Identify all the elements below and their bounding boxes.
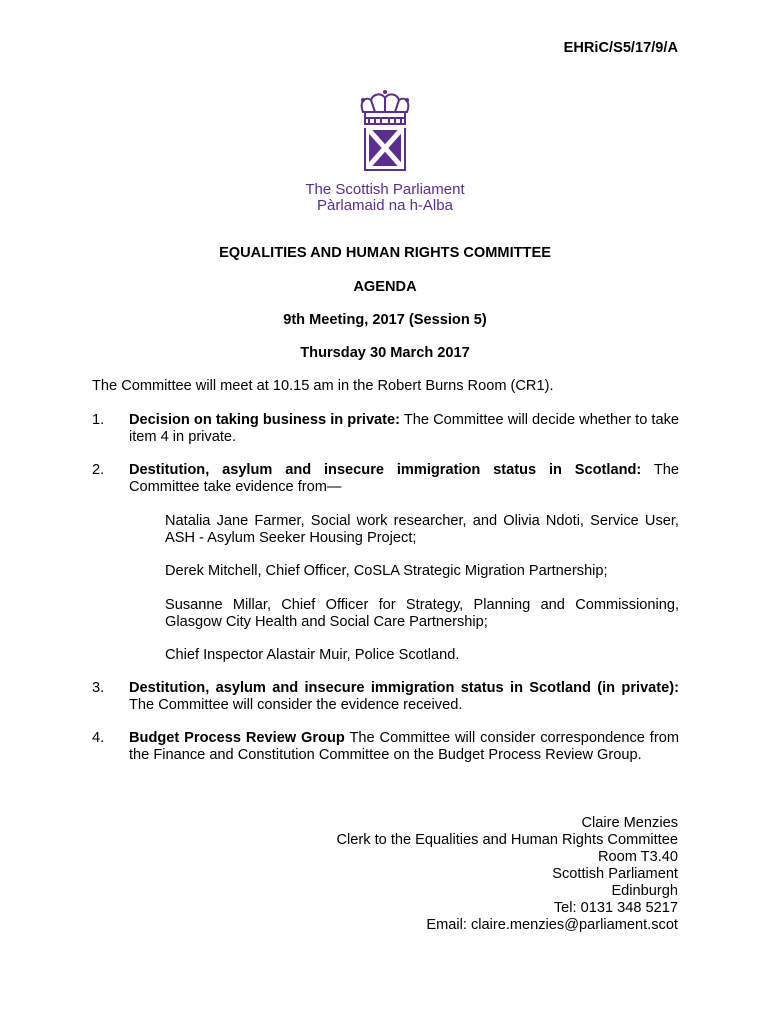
- item-body: [129, 462, 679, 496]
- clerk-room: Room T3.40: [597, 849, 678, 865]
- item-number: 1.: [92, 412, 105, 428]
- meeting-date: Thursday 30 March 2017: [300, 345, 470, 361]
- item-body: [129, 412, 679, 446]
- clerk-role: Clerk to the Equalities and Human Rights Committee: [336, 832, 678, 848]
- crown-saltire-icon: [355, 90, 415, 178]
- item-number: 4.: [92, 730, 105, 746]
- item-body: [129, 730, 679, 764]
- item-title: Budget Process Review Group: [129, 730, 345, 746]
- item-text: The Committee take evidence from—: [129, 462, 679, 495]
- witness-entry: Chief Inspector Alastair Muir, Police Scotland.: [165, 647, 460, 663]
- witness-entry: Susanne Millar, Chief Officer for Strategy, Planning and Commissioning, Glasgow City Health and Social Care Partnership;: [165, 597, 679, 630]
- clerk-telephone: Tel: 0131 348 5217: [553, 900, 678, 916]
- item-body: [129, 680, 679, 714]
- signature-block: [337, 815, 679, 934]
- item-number: 2.: [92, 462, 105, 478]
- logo-line-gaelic: Pàrlamaid na h-Alba: [317, 197, 453, 214]
- item-title: Destitution, asylum and insecure immigration status in Scotland (in private):: [129, 680, 679, 696]
- witness-entry: Natalia Jane Farmer, Social work researcher, and Olivia Ndoti, Service User, ASH - Asylum Seeker Housing Project;: [165, 513, 679, 546]
- clerk-name: Claire Menzies: [581, 815, 678, 831]
- meeting-number: 9th Meeting, 2017 (Session 5): [283, 312, 487, 328]
- item-title: Destitution, asylum and insecure immigration status in Scotland:: [129, 462, 642, 478]
- item-number: 3.: [92, 680, 105, 696]
- clerk-organisation: Scottish Parliament: [552, 866, 678, 882]
- logo-line-english: The Scottish Parliament: [305, 181, 465, 198]
- document-reference: EHRiC/S5/17/9/A: [563, 40, 678, 56]
- item-text: The Committee will consider correspondence from the Finance and Constitution Committee on the Budget Process Review Group.: [129, 730, 679, 763]
- agenda-title: AGENDA: [353, 279, 417, 295]
- clerk-email[interactable]: Email: claire.menzies@parliament.scot: [426, 917, 678, 933]
- scottish-parliament-logo: [300, 90, 470, 220]
- clerk-city: Edinburgh: [611, 883, 678, 899]
- logo-text: [305, 182, 465, 214]
- item-text: The Committee will consider the evidence received.: [129, 697, 463, 713]
- item-title: Decision on taking business in private:: [129, 412, 401, 428]
- meeting-intro: The Committee will meet at 10.15 am in the Robert Burns Room (CR1).: [92, 378, 554, 394]
- committee-name: EQUALITIES AND HUMAN RIGHTS COMMITTEE: [219, 245, 551, 261]
- witness-entry: Derek Mitchell, Chief Officer, CoSLA Strategic Migration Partnership;: [165, 563, 608, 579]
- item-text: The Committee will decide whether to take item 4 in private.: [129, 412, 679, 445]
